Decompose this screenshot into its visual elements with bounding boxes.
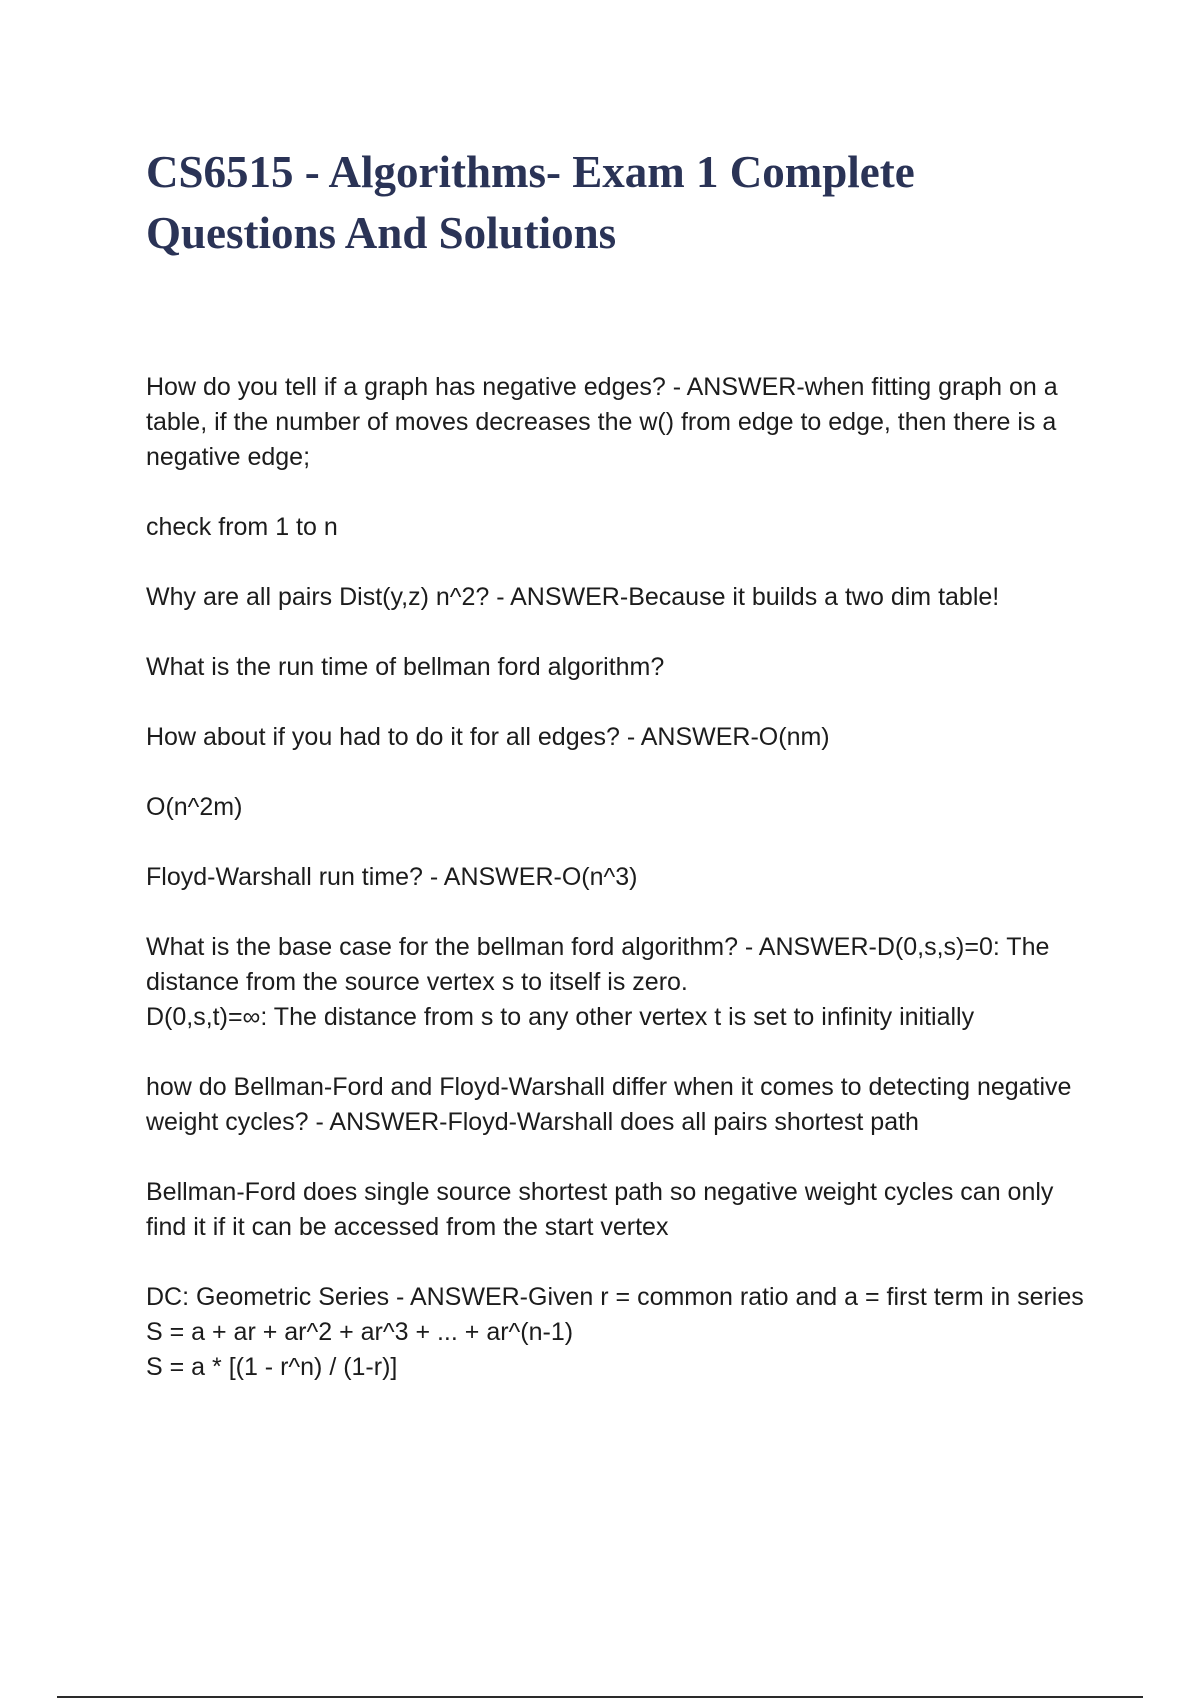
qa-paragraph: Bellman-Ford does single source shortest path so negative weight cycles can only find it if it can be accessed from the start vertex	[146, 1178, 1054, 1241]
qa-paragraph: What is the base case for the bellman ford algorithm? - ANSWER-D(0,s,s)=0: The distance from the source vertex s to itself is zero. D(0,s,t)=∞: The distance from s to any other vertex t is set to infinity initially	[146, 933, 1050, 1031]
document-title: CS6515 - Algorithms- Exam 1 Complete Questions And Solutions	[146, 147, 915, 258]
qa-paragraph: DC: Geometric Series - ANSWER-Given r = common ratio and a = first term in series S = a + ar + ar^2 + ar^3 + ... + ar^(n-1) S = a * [(1 - r^n) / (1-r)]	[146, 1283, 1084, 1381]
footer-divider	[57, 1696, 1143, 1698]
qa-paragraph: What is the run time of bellman ford algorithm?	[146, 653, 665, 681]
qa-paragraph: How about if you had to do it for all edges? - ANSWER-O(nm)	[146, 723, 830, 751]
qa-paragraph: How do you tell if a graph has negative edges? - ANSWER-when fitting graph on a table, if the number of moves decreases the w() from edge to edge, then there is a negative edge;	[146, 373, 1058, 471]
qa-paragraph: how do Bellman-Ford and Floyd-Warshall differ when it comes to detecting negative weight cycles? - ANSWER-Floyd-Warshall does all pairs shortest path	[146, 1073, 1072, 1136]
qa-content	[146, 370, 1096, 1420]
qa-paragraph: O(n^2m)	[146, 793, 243, 821]
qa-paragraph: Floyd-Warshall run time? - ANSWER-O(n^3)	[146, 863, 638, 891]
qa-paragraph: Why are all pairs Dist(y,z) n^2? - ANSWER-Because it builds a two dim table!	[146, 583, 1000, 611]
qa-paragraph: check from 1 to n	[146, 513, 338, 541]
